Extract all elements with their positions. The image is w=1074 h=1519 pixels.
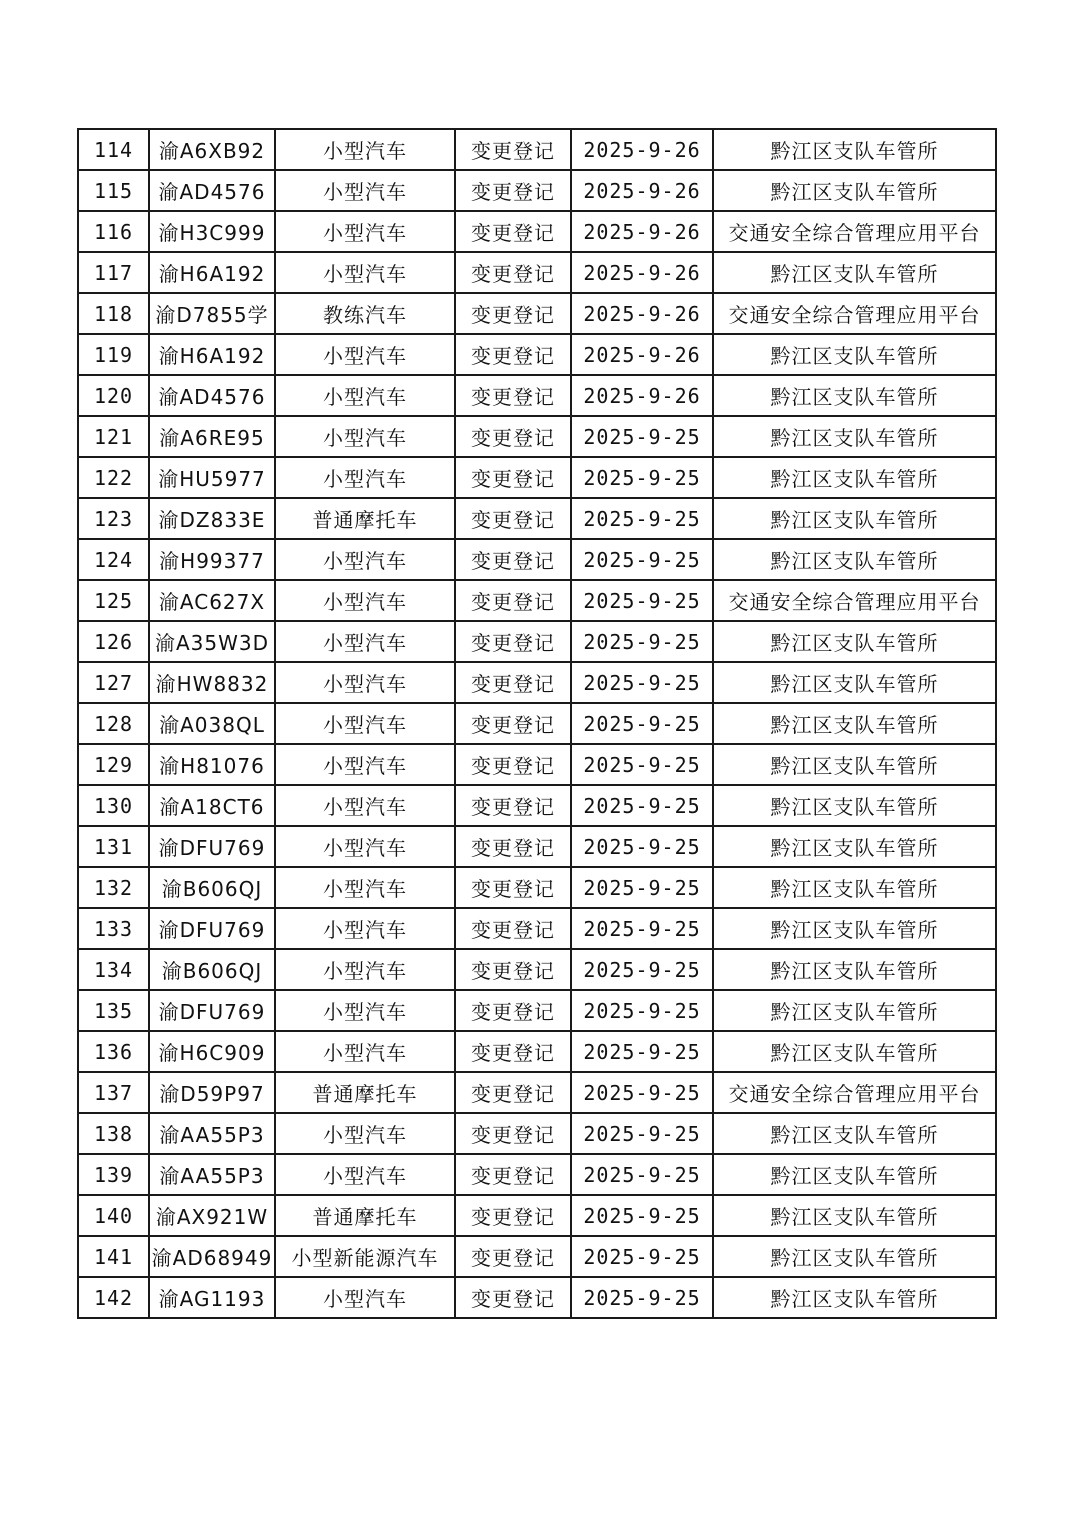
plate-number-cell: 渝D59P97 [149, 1072, 275, 1113]
row-number-cell: 126 [78, 621, 149, 662]
vehicle-type-cell: 小型汽车 [275, 1154, 455, 1195]
office-cell: 黔江区支队车管所 [713, 744, 996, 785]
vehicle-type-cell: 小型汽车 [275, 457, 455, 498]
vehicle-type-cell: 小型汽车 [275, 375, 455, 416]
office-cell: 黔江区支队车管所 [713, 1236, 996, 1277]
table-row [78, 1195, 996, 1236]
date-cell: 2025-9-26 [571, 375, 713, 416]
plate-number-cell: 渝B606QJ [149, 949, 275, 990]
business-type-cell: 变更登记 [455, 580, 571, 621]
row-number-cell: 115 [78, 170, 149, 211]
office-cell: 黔江区支队车管所 [713, 1277, 996, 1318]
row-number-cell: 121 [78, 416, 149, 457]
office-cell: 黔江区支队车管所 [713, 867, 996, 908]
table-row [78, 949, 996, 990]
date-cell: 2025-9-25 [571, 1031, 713, 1072]
office-cell: 交通安全综合管理应用平台 [713, 580, 996, 621]
plate-number-cell: 渝AD68949 [149, 1236, 275, 1277]
table-row [78, 129, 996, 170]
business-type-cell: 变更登记 [455, 1072, 571, 1113]
date-cell: 2025-9-26 [571, 252, 713, 293]
office-cell: 黔江区支队车管所 [713, 416, 996, 457]
vehicle-type-cell: 小型汽车 [275, 1113, 455, 1154]
vehicle-type-cell: 教练汽车 [275, 293, 455, 334]
office-cell: 黔江区支队车管所 [713, 1113, 996, 1154]
row-number-cell: 137 [78, 1072, 149, 1113]
row-number-cell: 135 [78, 990, 149, 1031]
table-row [78, 908, 996, 949]
office-cell: 黔江区支队车管所 [713, 457, 996, 498]
office-cell: 黔江区支队车管所 [713, 1031, 996, 1072]
office-cell: 黔江区支队车管所 [713, 539, 996, 580]
vehicle-type-cell: 小型汽车 [275, 662, 455, 703]
table-row [78, 457, 996, 498]
row-number-cell: 133 [78, 908, 149, 949]
plate-number-cell: 渝H6C909 [149, 1031, 275, 1072]
date-cell: 2025-9-26 [571, 211, 713, 252]
table-row [78, 416, 996, 457]
business-type-cell: 变更登记 [455, 826, 571, 867]
business-type-cell: 变更登记 [455, 375, 571, 416]
plate-number-cell: 渝A18CT6 [149, 785, 275, 826]
table-row [78, 1031, 996, 1072]
business-type-cell: 变更登记 [455, 211, 571, 252]
office-cell: 黔江区支队车管所 [713, 621, 996, 662]
business-type-cell: 变更登记 [455, 129, 571, 170]
business-type-cell: 变更登记 [455, 1195, 571, 1236]
date-cell: 2025-9-25 [571, 867, 713, 908]
table-row [78, 252, 996, 293]
plate-number-cell: 渝H3C999 [149, 211, 275, 252]
table-row [78, 785, 996, 826]
table-row [78, 170, 996, 211]
table-row [78, 211, 996, 252]
vehicle-type-cell: 小型汽车 [275, 908, 455, 949]
date-cell: 2025-9-25 [571, 539, 713, 580]
date-cell: 2025-9-25 [571, 580, 713, 621]
table-row [78, 1113, 996, 1154]
office-cell: 黔江区支队车管所 [713, 375, 996, 416]
plate-number-cell: 渝AA55P3 [149, 1154, 275, 1195]
vehicle-type-cell: 小型汽车 [275, 867, 455, 908]
date-cell: 2025-9-26 [571, 129, 713, 170]
date-cell: 2025-9-25 [571, 949, 713, 990]
row-number-cell: 119 [78, 334, 149, 375]
plate-number-cell: 渝AX921W [149, 1195, 275, 1236]
table-row [78, 662, 996, 703]
vehicle-type-cell: 小型汽车 [275, 539, 455, 580]
table-row [78, 539, 996, 580]
office-cell: 交通安全综合管理应用平台 [713, 1072, 996, 1113]
plate-number-cell: 渝AA55P3 [149, 1113, 275, 1154]
vehicle-type-cell: 小型汽车 [275, 703, 455, 744]
vehicle-type-cell: 小型汽车 [275, 170, 455, 211]
row-number-cell: 125 [78, 580, 149, 621]
table-row [78, 375, 996, 416]
row-number-cell: 117 [78, 252, 149, 293]
vehicle-type-cell: 小型汽车 [275, 416, 455, 457]
plate-number-cell: 渝DFU769 [149, 826, 275, 867]
table-row [78, 621, 996, 662]
row-number-cell: 116 [78, 211, 149, 252]
date-cell: 2025-9-25 [571, 1113, 713, 1154]
row-number-cell: 139 [78, 1154, 149, 1195]
business-type-cell: 变更登记 [455, 252, 571, 293]
office-cell: 黔江区支队车管所 [713, 826, 996, 867]
office-cell: 交通安全综合管理应用平台 [713, 293, 996, 334]
date-cell: 2025-9-25 [571, 1277, 713, 1318]
plate-number-cell: 渝DFU769 [149, 908, 275, 949]
plate-number-cell: 渝HU5977 [149, 457, 275, 498]
row-number-cell: 122 [78, 457, 149, 498]
date-cell: 2025-9-26 [571, 170, 713, 211]
vehicle-type-cell: 小型新能源汽车 [275, 1236, 455, 1277]
office-cell: 黔江区支队车管所 [713, 1154, 996, 1195]
table-body [78, 129, 996, 1318]
row-number-cell: 127 [78, 662, 149, 703]
date-cell: 2025-9-25 [571, 416, 713, 457]
business-type-cell: 变更登记 [455, 703, 571, 744]
row-number-cell: 132 [78, 867, 149, 908]
business-type-cell: 变更登记 [455, 498, 571, 539]
row-number-cell: 128 [78, 703, 149, 744]
row-number-cell: 140 [78, 1195, 149, 1236]
vehicle-type-cell: 小型汽车 [275, 334, 455, 375]
vehicle-type-cell: 小型汽车 [275, 826, 455, 867]
date-cell: 2025-9-25 [571, 744, 713, 785]
vehicle-type-cell: 普通摩托车 [275, 1195, 455, 1236]
office-cell: 黔江区支队车管所 [713, 252, 996, 293]
table-row [78, 1072, 996, 1113]
business-type-cell: 变更登记 [455, 539, 571, 580]
table-row [78, 744, 996, 785]
table-row [78, 293, 996, 334]
plate-number-cell: 渝H6A192 [149, 252, 275, 293]
vehicle-type-cell: 小型汽车 [275, 744, 455, 785]
business-type-cell: 变更登记 [455, 621, 571, 662]
row-number-cell: 129 [78, 744, 149, 785]
office-cell: 黔江区支队车管所 [713, 703, 996, 744]
business-type-cell: 变更登记 [455, 293, 571, 334]
date-cell: 2025-9-25 [571, 826, 713, 867]
plate-number-cell: 渝AC627X [149, 580, 275, 621]
business-type-cell: 变更登记 [455, 416, 571, 457]
row-number-cell: 123 [78, 498, 149, 539]
row-number-cell: 134 [78, 949, 149, 990]
business-type-cell: 变更登记 [455, 867, 571, 908]
business-type-cell: 变更登记 [455, 785, 571, 826]
plate-number-cell: 渝AG1193 [149, 1277, 275, 1318]
row-number-cell: 131 [78, 826, 149, 867]
date-cell: 2025-9-25 [571, 498, 713, 539]
table-row [78, 580, 996, 621]
business-type-cell: 变更登记 [455, 1236, 571, 1277]
business-type-cell: 变更登记 [455, 744, 571, 785]
date-cell: 2025-9-25 [571, 621, 713, 662]
vehicle-type-cell: 小型汽车 [275, 580, 455, 621]
table-row [78, 1154, 996, 1195]
vehicle-type-cell: 普通摩托车 [275, 498, 455, 539]
date-cell: 2025-9-25 [571, 457, 713, 498]
business-type-cell: 变更登记 [455, 1031, 571, 1072]
row-number-cell: 120 [78, 375, 149, 416]
plate-number-cell: 渝AD4576 [149, 170, 275, 211]
plate-number-cell: 渝B606QJ [149, 867, 275, 908]
row-number-cell: 124 [78, 539, 149, 580]
plate-number-cell: 渝DZ833E [149, 498, 275, 539]
row-number-cell: 142 [78, 1277, 149, 1318]
date-cell: 2025-9-26 [571, 334, 713, 375]
plate-number-cell: 渝A038QL [149, 703, 275, 744]
plate-number-cell: 渝A6XB92 [149, 129, 275, 170]
row-number-cell: 114 [78, 129, 149, 170]
office-cell: 黔江区支队车管所 [713, 129, 996, 170]
date-cell: 2025-9-25 [571, 662, 713, 703]
date-cell: 2025-9-25 [571, 1236, 713, 1277]
vehicle-type-cell: 小型汽车 [275, 990, 455, 1031]
date-cell: 2025-9-25 [571, 1072, 713, 1113]
date-cell: 2025-9-25 [571, 990, 713, 1031]
business-type-cell: 变更登记 [455, 170, 571, 211]
vehicle-type-cell: 小型汽车 [275, 949, 455, 990]
business-type-cell: 变更登记 [455, 990, 571, 1031]
table-row [78, 498, 996, 539]
table-row [78, 1277, 996, 1318]
vehicle-type-cell: 小型汽车 [275, 621, 455, 662]
business-type-cell: 变更登记 [455, 334, 571, 375]
office-cell: 黔江区支队车管所 [713, 785, 996, 826]
date-cell: 2025-9-26 [571, 293, 713, 334]
office-cell: 黔江区支队车管所 [713, 1195, 996, 1236]
table-row [78, 1236, 996, 1277]
plate-number-cell: 渝DFU769 [149, 990, 275, 1031]
vehicle-type-cell: 普通摩托车 [275, 1072, 455, 1113]
plate-number-cell: 渝H99377 [149, 539, 275, 580]
table-row [78, 334, 996, 375]
plate-number-cell: 渝A6RE95 [149, 416, 275, 457]
vehicle-type-cell: 小型汽车 [275, 129, 455, 170]
business-type-cell: 变更登记 [455, 908, 571, 949]
business-type-cell: 变更登记 [455, 1277, 571, 1318]
plate-number-cell: 渝H81076 [149, 744, 275, 785]
office-cell: 黔江区支队车管所 [713, 334, 996, 375]
date-cell: 2025-9-25 [571, 1195, 713, 1236]
vehicle-type-cell: 小型汽车 [275, 1277, 455, 1318]
office-cell: 黔江区支队车管所 [713, 908, 996, 949]
vehicle-type-cell: 小型汽车 [275, 1031, 455, 1072]
registration-table [77, 128, 997, 1319]
business-type-cell: 变更登记 [455, 662, 571, 703]
business-type-cell: 变更登记 [455, 1113, 571, 1154]
business-type-cell: 变更登记 [455, 1154, 571, 1195]
date-cell: 2025-9-25 [571, 908, 713, 949]
row-number-cell: 141 [78, 1236, 149, 1277]
vehicle-type-cell: 小型汽车 [275, 252, 455, 293]
office-cell: 黔江区支队车管所 [713, 170, 996, 211]
office-cell: 黔江区支队车管所 [713, 498, 996, 539]
business-type-cell: 变更登记 [455, 949, 571, 990]
date-cell: 2025-9-25 [571, 1154, 713, 1195]
office-cell: 黔江区支队车管所 [713, 662, 996, 703]
plate-number-cell: 渝AD4576 [149, 375, 275, 416]
plate-number-cell: 渝D7855学 [149, 293, 275, 334]
office-cell: 黔江区支队车管所 [713, 990, 996, 1031]
date-cell: 2025-9-25 [571, 703, 713, 744]
vehicle-type-cell: 小型汽车 [275, 785, 455, 826]
plate-number-cell: 渝A35W3D [149, 621, 275, 662]
table-row [78, 867, 996, 908]
plate-number-cell: 渝HW8832 [149, 662, 275, 703]
date-cell: 2025-9-25 [571, 785, 713, 826]
plate-number-cell: 渝H6A192 [149, 334, 275, 375]
row-number-cell: 136 [78, 1031, 149, 1072]
table-row [78, 826, 996, 867]
row-number-cell: 118 [78, 293, 149, 334]
business-type-cell: 变更登记 [455, 457, 571, 498]
row-number-cell: 130 [78, 785, 149, 826]
row-number-cell: 138 [78, 1113, 149, 1154]
vehicle-type-cell: 小型汽车 [275, 211, 455, 252]
table-row [78, 703, 996, 744]
table-row [78, 990, 996, 1031]
office-cell: 黔江区支队车管所 [713, 949, 996, 990]
office-cell: 交通安全综合管理应用平台 [713, 211, 996, 252]
